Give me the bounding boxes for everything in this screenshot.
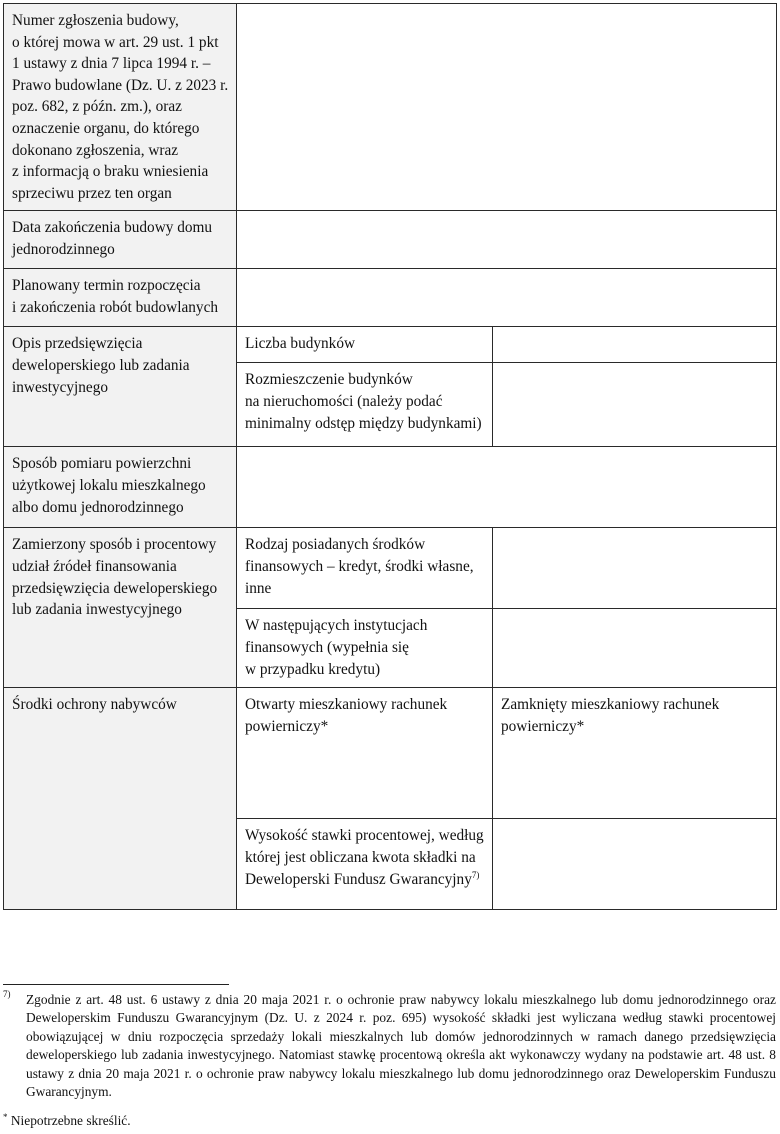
permit-input-cell[interactable] bbox=[237, 4, 777, 211]
completion-date-input-cell[interactable] bbox=[237, 211, 777, 269]
table-row bbox=[4, 4, 777, 211]
note-text: Niepotrzebne skreślić. bbox=[10, 1113, 131, 1128]
building-layout-label-cell: Rozmieszczenie budynków na nieruchomości (należy podać minimalny odstęp między budynkami) bbox=[237, 363, 493, 447]
open-account-option-cell[interactable]: Otwarty mieszkaniowy rachunek powierniczy* bbox=[237, 688, 493, 819]
financing-label-cell: Zamierzony sposób i procentowy udział źródeł finansowania przedsięwzięcia deweloperskiego lub zadania inwestycyjnego bbox=[4, 528, 237, 688]
protection-label-cell: Środki ochrony nabywców bbox=[4, 688, 237, 910]
table-row bbox=[4, 211, 777, 269]
table-row bbox=[4, 688, 777, 819]
rate-label-text: Wysokość stawki procentowej, według której jest obliczana kwota składki na Deweloperski Fundusz Gwarancyjny bbox=[245, 827, 484, 888]
building-count-label-cell: Liczba budynków bbox=[237, 327, 493, 363]
schedule-label-cell: Planowany termin rozpoczęcia i zakończenia robót budowlanych bbox=[4, 269, 237, 327]
completion-date-label-cell: Data zakończenia budowy domu jednorodzinnego bbox=[4, 211, 237, 269]
schedule-input-cell[interactable] bbox=[237, 269, 777, 327]
table-row bbox=[4, 447, 777, 528]
strike-note bbox=[3, 1112, 131, 1130]
measurement-input-cell[interactable] bbox=[237, 447, 777, 528]
project-label-cell: Opis przedsięwzięcia deweloperskiego lub zadania inwestycyjnego bbox=[4, 327, 237, 447]
building-layout-input-cell[interactable] bbox=[493, 363, 777, 447]
table-row bbox=[4, 269, 777, 327]
footnote-ref-7: 7) bbox=[471, 869, 480, 880]
developer-info-table bbox=[3, 3, 777, 910]
footnote-separator bbox=[3, 984, 229, 985]
footnote-text: Zgodnie z art. 48 ust. 6 ustawy z dnia 20 maja 2021 r. o ochronie praw nabywcy lokalu mieszkalnego lub domu jednorodzinnego oraz Deweloperskim Funduszu Gwarancyjnym (Dz. U. z 2024 r. poz. 695) wysokość składki jest wyliczana według stawki procentowej obowiązującej w dniu rozpoczęcia sprzedaży lokali mieszkalnych lub domów jednorodzinnych w ramach danego przedsięwzięcia deweloperskiego lub zadania inwestycyjnego. Natomiast stawkę procentową określa akt wykonawczy wydany na podstawie art. 48 ust. 8 ustawy z dnia 20 maja 2021 r. o ochronie praw nabywcy lokalu mieszkalnego lub domu jednorodzinnego oraz Deweloperskim Funduszu Gwarancyjnym. bbox=[26, 992, 776, 1100]
table-row bbox=[4, 327, 777, 363]
rate-label-cell bbox=[237, 819, 493, 910]
institutions-input-cell[interactable] bbox=[493, 609, 777, 688]
closed-account-option-cell[interactable]: Zamknięty mieszkaniowy rachunek powierniczy* bbox=[493, 688, 777, 819]
funds-type-input-cell[interactable] bbox=[493, 528, 777, 609]
building-count-input-cell[interactable] bbox=[493, 327, 777, 363]
footnote-mark: 7) bbox=[3, 989, 11, 999]
measurement-label-cell: Sposób pomiaru powierzchni użytkowej lokalu mieszkalnego albo domu jednorodzinnego bbox=[4, 447, 237, 528]
table-row bbox=[4, 528, 777, 609]
footnote-7 bbox=[3, 991, 776, 1101]
permit-label-cell: Numer zgłoszenia budowy, o której mowa w art. 29 ust. 1 pkt 1 ustawy z dnia 7 lipca 1994 r. – Prawo budowlane (Dz. U. z 2023 r. poz. 682, z późn. zm.), oraz oznaczenie organu, do którego dokonano zgłoszenia, wraz z informacją o braku wniesienia sprzeciwu przez ten organ bbox=[4, 4, 237, 211]
institutions-label-cell: W następujących instytucjach finansowych (wypełnia się w przypadku kredytu) bbox=[237, 609, 493, 688]
rate-input-cell[interactable] bbox=[493, 819, 777, 910]
funds-type-label-cell: Rodzaj posiadanych środków finansowych – kredyt, środki własne, inne bbox=[237, 528, 493, 609]
note-mark: * bbox=[3, 1112, 8, 1122]
